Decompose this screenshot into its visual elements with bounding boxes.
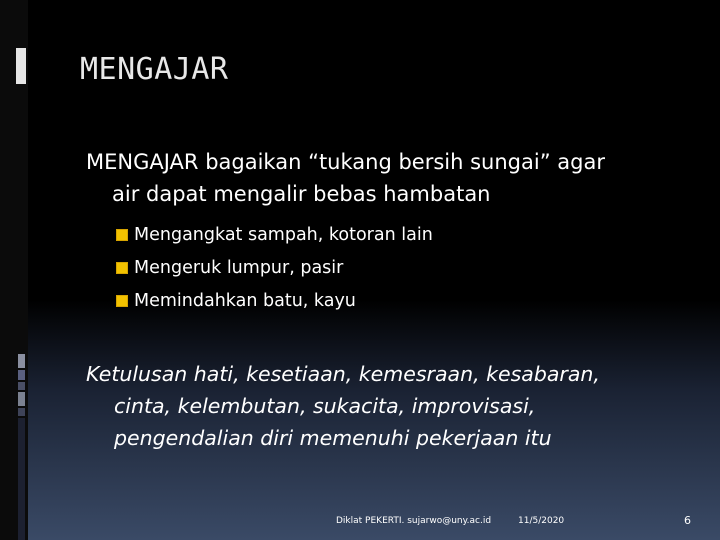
italic-statement [86, 358, 696, 454]
checkbox-square-icon [116, 229, 128, 241]
list-item [116, 218, 433, 251]
main-statement [86, 146, 686, 210]
footer-source: Diklat PEKERTI. sujarwo@uny.ac.id [336, 516, 492, 526]
italic-statement-line-1: Ketulusan hati, kesetiaan, kemesraan, kesabaran, [86, 362, 600, 386]
bullet-list [116, 218, 433, 317]
main-statement-line-2: air dapat mengalir bebas hambatan [112, 182, 491, 206]
slide-title: MENGAJAR [80, 52, 229, 87]
list-item-label: Mengangkat sampah, kotoran lain [134, 224, 433, 245]
decorative-bar [18, 354, 25, 368]
list-item [116, 284, 433, 317]
checkbox-square-icon [116, 262, 128, 274]
main-statement-line-1: MENGAJAR bagaikan “tukang bersih sungai” agar [86, 150, 605, 174]
decorative-bar [18, 382, 25, 390]
italic-statement-line-3: pengendalian diri memenuhi pekerjaan itu [114, 426, 552, 450]
list-item-label: Memindahkan batu, kayu [134, 290, 356, 311]
decorative-bar [18, 392, 25, 406]
decorative-bar [18, 418, 25, 540]
title-marker-bar [16, 48, 26, 84]
checkbox-square-icon [116, 295, 128, 307]
page-number: 6 [684, 514, 691, 527]
footer-date: 11/5/2020 [518, 516, 565, 526]
list-item [116, 251, 433, 284]
italic-statement-line-2: cinta, kelembutan, sukacita, improvisasi, [114, 394, 536, 418]
left-decorative-strip [0, 0, 28, 540]
list-item-label: Mengeruk lumpur, pasir [134, 257, 344, 278]
decorative-bar [18, 408, 25, 416]
decorative-bar [18, 370, 25, 380]
